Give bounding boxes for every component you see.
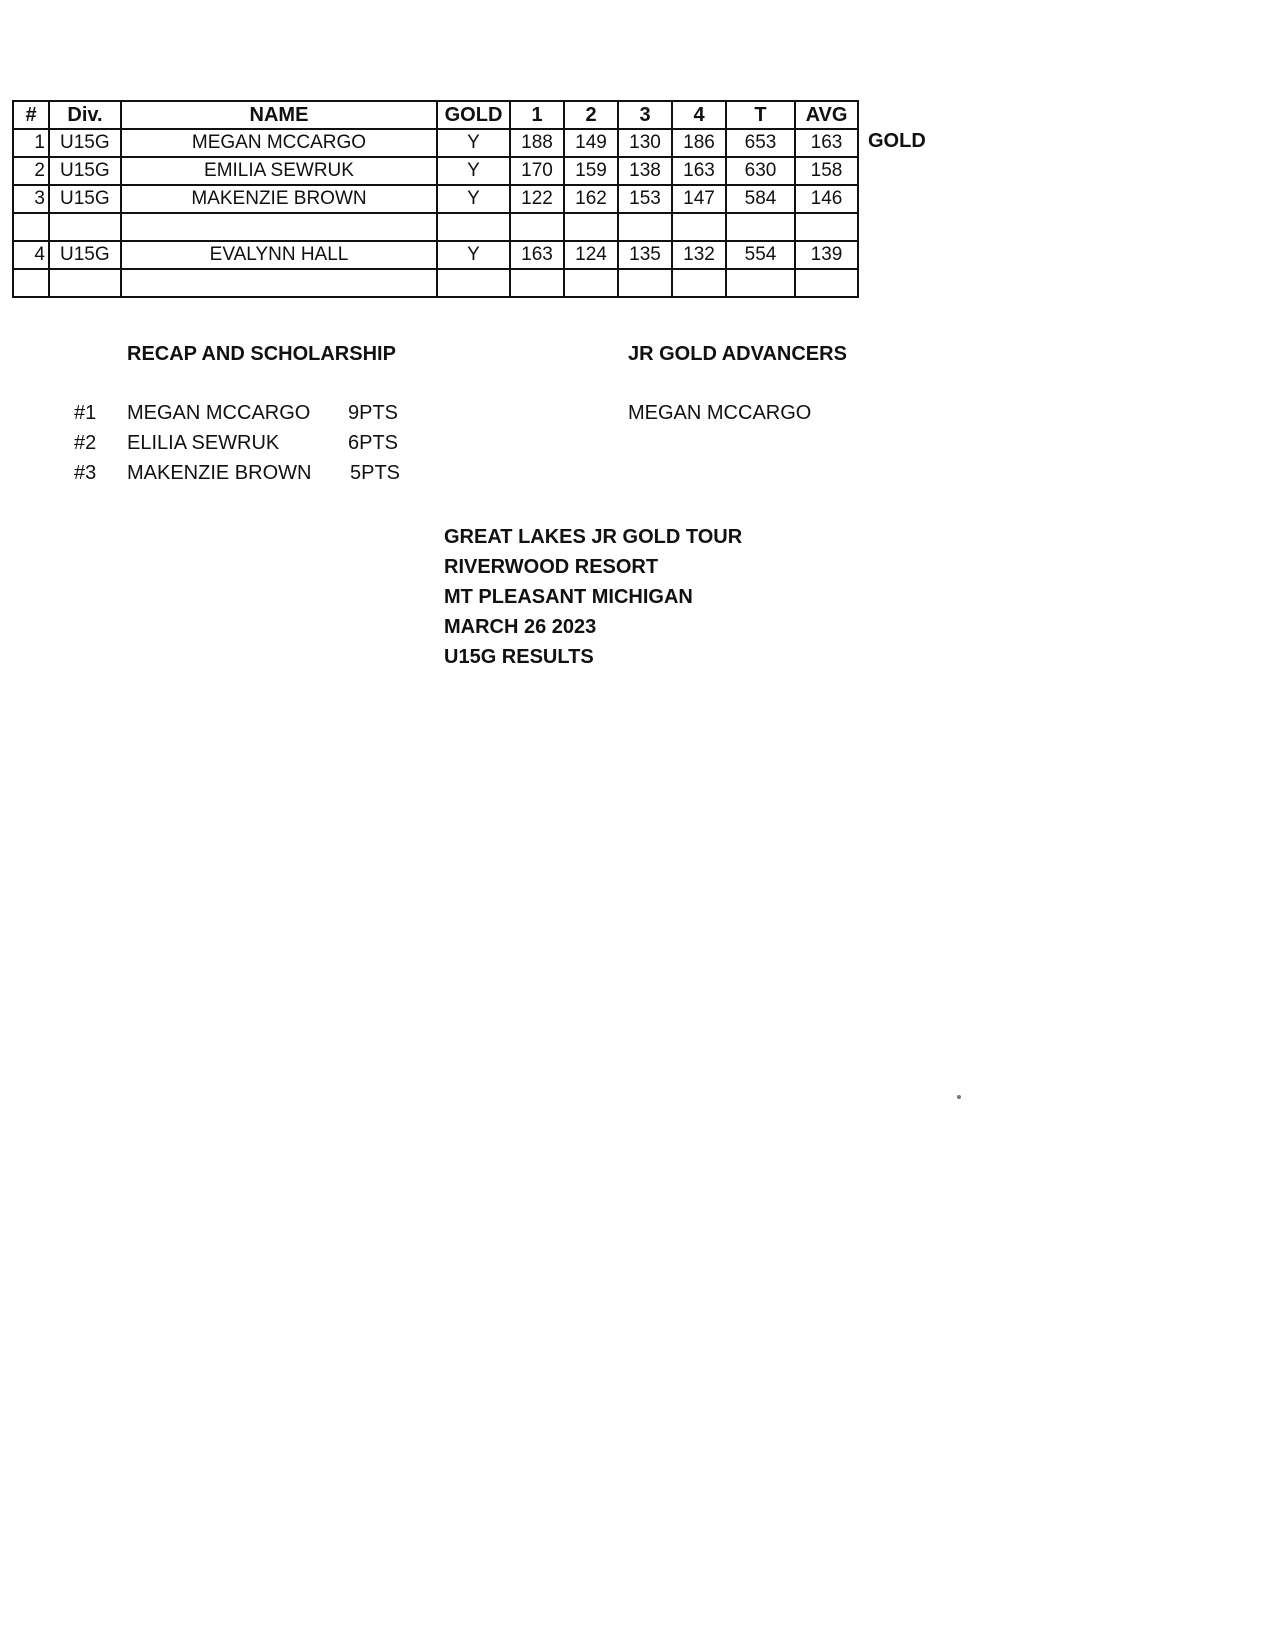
game-2-cell (564, 269, 618, 297)
header-gold: GOLD (437, 101, 510, 129)
game-2-cell: 162 (564, 185, 618, 213)
header-rank: # (13, 101, 49, 129)
game-4-cell: 163 (672, 157, 726, 185)
average-cell: 146 (795, 185, 858, 213)
header-name: NAME (121, 101, 437, 129)
recap-points: 6PTS (348, 432, 399, 454)
division-cell: U15G (49, 157, 121, 185)
game-2-cell (564, 213, 618, 241)
game-3-cell: 135 (618, 241, 672, 269)
game-3-cell: 138 (618, 157, 672, 185)
recap-name: ELILIA SEWRUK (127, 432, 280, 454)
table-row (13, 157, 858, 185)
advancers-heading: JR GOLD ADVANCERS (628, 343, 847, 365)
gold-cell: Y (437, 185, 510, 213)
game-1-cell: 170 (510, 157, 564, 185)
game-3-cell: 130 (618, 129, 672, 157)
header-average: AVG (795, 101, 858, 129)
name-cell (121, 213, 437, 241)
division-cell: U15G (49, 185, 121, 213)
recap-name: MEGAN MCCARGO (127, 402, 311, 424)
header-game-1: 1 (510, 101, 564, 129)
recap-rank: #3 (74, 462, 97, 484)
results-header-row (13, 101, 858, 129)
game-3-cell (618, 269, 672, 297)
division-cell (49, 213, 121, 241)
rank-cell: 2 (13, 157, 49, 185)
header-game-4: 4 (672, 101, 726, 129)
division-cell: U15G (49, 129, 121, 157)
recap-heading: RECAP AND SCHOLARSHIP (127, 343, 396, 365)
rank-cell: 4 (13, 241, 49, 269)
game-3-cell: 153 (618, 185, 672, 213)
division-cell: U15G (49, 241, 121, 269)
event-info (444, 522, 742, 672)
rank-cell (13, 213, 49, 241)
recap-points: 9PTS (348, 402, 399, 424)
event-venue: RIVERWOOD RESORT (444, 556, 659, 578)
game-1-cell: 163 (510, 241, 564, 269)
game-2-cell: 159 (564, 157, 618, 185)
game-4-cell: 132 (672, 241, 726, 269)
recap-name: MAKENZIE BROWN (127, 462, 312, 484)
results-table (12, 100, 859, 298)
gold-cell: Y (437, 241, 510, 269)
game-2-cell: 149 (564, 129, 618, 157)
name-cell: MEGAN MCCARGO (121, 129, 437, 157)
gold-cell: Y (437, 129, 510, 157)
total-cell: 630 (726, 157, 795, 185)
recap-points: 5PTS (350, 462, 401, 484)
game-1-cell (510, 213, 564, 241)
header-division: Div. (49, 101, 121, 129)
game-4-cell: 186 (672, 129, 726, 157)
average-cell (795, 213, 858, 241)
rank-cell: 3 (13, 185, 49, 213)
recap-rank: #2 (74, 432, 97, 454)
header-total: T (726, 101, 795, 129)
total-cell (726, 213, 795, 241)
advancer-name: MEGAN MCCARGO (628, 402, 812, 424)
name-cell: EMILIA SEWRUK (121, 157, 437, 185)
game-4-cell (672, 213, 726, 241)
game-2-cell: 124 (564, 241, 618, 269)
gold-cell (437, 213, 510, 241)
name-cell: MAKENZIE BROWN (121, 185, 437, 213)
name-cell: EVALYNN HALL (121, 241, 437, 269)
name-cell (121, 269, 437, 297)
table-row-empty (13, 269, 858, 297)
event-division-results: U15G RESULTS (444, 646, 594, 668)
event-location: MT PLEASANT MICHIGAN (444, 586, 693, 608)
total-cell (726, 269, 795, 297)
total-cell: 653 (726, 129, 795, 157)
rank-cell (13, 269, 49, 297)
average-cell (795, 269, 858, 297)
game-1-cell: 188 (510, 129, 564, 157)
total-cell: 584 (726, 185, 795, 213)
header-game-2: 2 (564, 101, 618, 129)
event-date: MARCH 26 2023 (444, 616, 597, 638)
scan-speck (957, 1095, 961, 1099)
division-cell (49, 269, 121, 297)
game-4-cell (672, 269, 726, 297)
game-1-cell (510, 269, 564, 297)
game-1-cell: 122 (510, 185, 564, 213)
average-cell: 158 (795, 157, 858, 185)
event-tour: GREAT LAKES JR GOLD TOUR (444, 526, 743, 548)
gold-cell (437, 269, 510, 297)
gold-cell: Y (437, 157, 510, 185)
table-row (13, 129, 858, 157)
total-cell: 554 (726, 241, 795, 269)
header-game-3: 3 (618, 101, 672, 129)
table-row (13, 241, 858, 269)
rank-cell: 1 (13, 129, 49, 157)
game-3-cell (618, 213, 672, 241)
average-cell: 163 (795, 129, 858, 157)
table-row (13, 185, 858, 213)
gold-marker: GOLD (868, 130, 926, 152)
average-cell: 139 (795, 241, 858, 269)
recap-rank: #1 (74, 402, 97, 424)
game-4-cell: 147 (672, 185, 726, 213)
table-row-empty (13, 213, 858, 241)
